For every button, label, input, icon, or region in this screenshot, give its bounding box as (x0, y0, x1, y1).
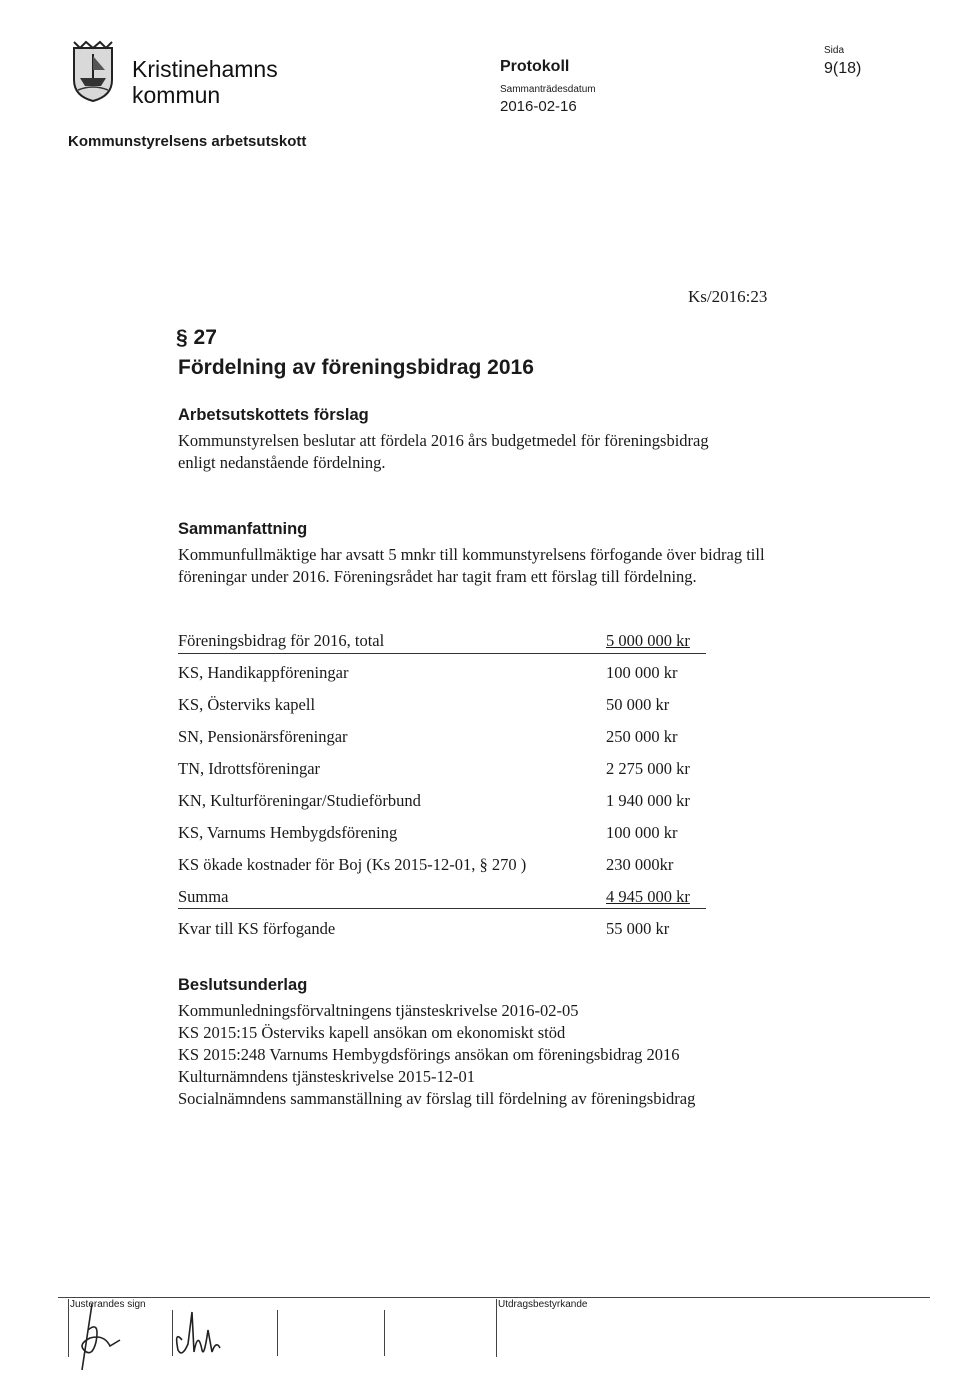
decision-basis-list (178, 1000, 695, 1110)
allocation-row-value: 1 940 000 kr (606, 791, 690, 810)
organization-name (132, 56, 278, 108)
allocation-remaining-label: Kvar till KS förfogande (178, 919, 336, 938)
allocation-row-label: KS, Varnums Hembygdsförening (178, 823, 398, 842)
organization-name-line2: kommun (132, 82, 221, 108)
page-number: 9(18) (824, 60, 862, 77)
decision-basis-heading: Beslutsunderlag (178, 976, 308, 994)
signature-box-divider (277, 1310, 278, 1356)
allocation-total-label: Föreningsbidrag för 2016, total (178, 631, 385, 650)
document-type: Protokoll (500, 58, 570, 75)
sum-underline (178, 908, 706, 909)
summary-heading: Sammanfattning (178, 520, 308, 538)
committee-name: Kommunstyrelsens arbetsutskott (68, 133, 307, 150)
case-number: Ks/2016:23 (688, 287, 768, 306)
allocation-remaining-value: 55 000 kr (606, 919, 670, 938)
allocation-row-value: 100 000 kr (606, 663, 678, 682)
allocation-row-value: 50 000 kr (606, 695, 670, 714)
meeting-date: 2016-02-16 (500, 98, 577, 115)
allocation-row-value: 250 000 kr (606, 727, 678, 746)
decision-basis-item: Kulturnämndens tjänsteskrivelse 2015-12-01 (178, 1067, 475, 1086)
proposal-heading: Arbetsutskottets förslag (178, 406, 369, 424)
section-title: Fördelning av föreningsbidrag 2016 (178, 356, 534, 379)
footer-divider (58, 1297, 930, 1298)
organization-name-line1: Kristinehamns (132, 56, 278, 82)
allocation-row-value: 2 275 000 kr (606, 759, 690, 778)
decision-basis-item: Socialnämndens sammanställning av förslag till fördelning av föreningsbidrag (178, 1089, 696, 1108)
total-underline (178, 653, 706, 654)
signature-box-divider (384, 1310, 385, 1356)
allocation-row-label: KS, Handikappföreningar (178, 663, 349, 682)
allocation-row-label: SN, Pensionärsföreningar (178, 727, 348, 746)
allocation-row-value: 100 000 kr (606, 823, 678, 842)
signature-box-divider (68, 1299, 69, 1357)
page-label: Sida (824, 45, 845, 56)
signature-label: Justerandes sign (70, 1299, 146, 1310)
allocation-row-label: KS, Österviks kapell (178, 695, 316, 714)
signature-box-divider (496, 1299, 497, 1357)
allocation-sum-value: 4 945 000 kr (606, 887, 690, 906)
allocation-sum-label: Summa (178, 887, 229, 906)
allocation-row-value: 230 000kr (606, 855, 674, 874)
decision-basis-item: KS 2015:248 Varnums Hembygdsförings ansökan om föreningsbidrag 2016 (178, 1045, 680, 1064)
proposal-text: Kommunstyrelsen beslutar att fördela 2016 års budgetmedel för föreningsbidrag enligt nedanstående fördelning. (178, 431, 709, 472)
allocation-row-label: KS ökade kostnader för Boj (Ks 2015-12-01, § 270 ) (178, 855, 527, 874)
section-number: § 27 (176, 326, 217, 349)
approval-label: Utdragsbestyrkande (498, 1299, 588, 1310)
summary-text: Kommunfullmäktige har avsatt 5 mnkr till kommunstyrelsens förfogande över bidrag till föreningar under 2016. Föreningsrådet har tagit fram ett förslag till fördelning. (178, 545, 765, 586)
allocation-row-label: KN, Kulturföreningar/Studieförbund (178, 791, 421, 810)
allocation-row-label: TN, Idrottsföreningar (178, 759, 321, 778)
allocation-total-value: 5 000 000 kr (606, 631, 690, 650)
decision-basis-item: Kommunledningsförvaltningens tjänsteskrivelse 2016-02-05 (178, 1001, 579, 1020)
meeting-date-label: Sammanträdesdatum (500, 84, 596, 95)
municipal-coat-of-arms-logo (70, 40, 116, 102)
decision-basis-item: KS 2015:15 Österviks kapell ansökan om ekonomiskt stöd (178, 1023, 566, 1042)
handwritten-signatures (70, 1300, 270, 1380)
